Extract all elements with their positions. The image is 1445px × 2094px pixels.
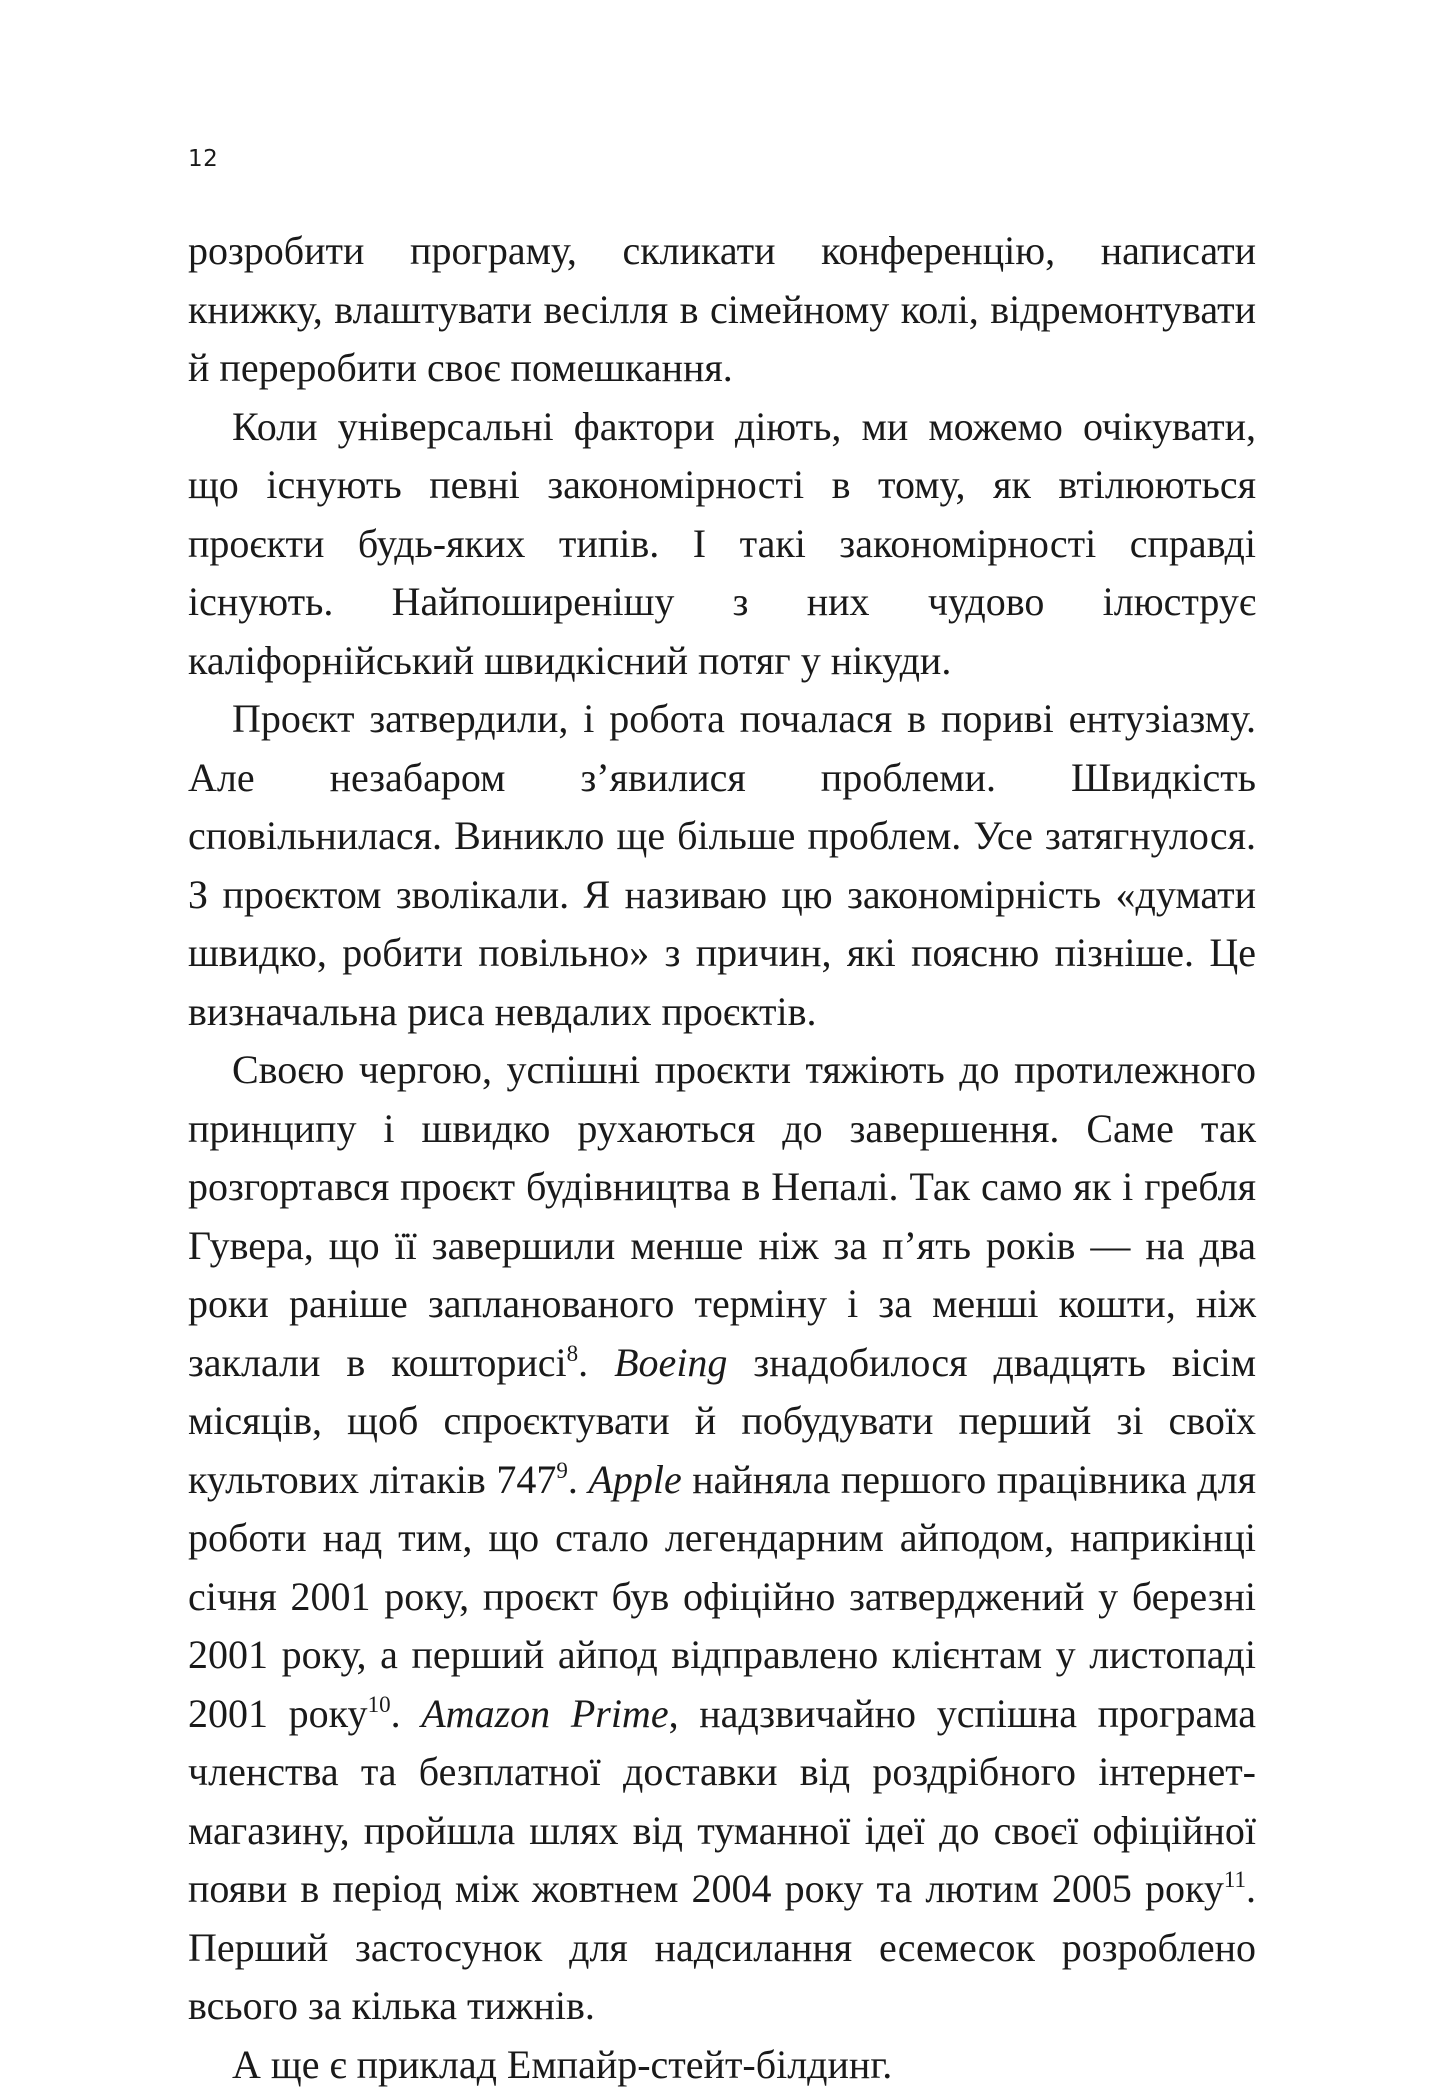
- text-segment: . Перший застосунок для надсилання есемесок розроблено всього за кілька тижнів.: [188, 1866, 1256, 2028]
- paragraph-successful-projects: [188, 1041, 1256, 2036]
- text-segment: .: [568, 1457, 589, 1502]
- footnote-ref-9: 9: [556, 1458, 568, 1483]
- text-segment: .: [578, 1340, 614, 1385]
- page-number: 12: [188, 144, 218, 174]
- text-segment: , надзвичайно успішна програма членства та безплатної доставки від роздрібного інтернет-магазину, пройшла шлях від туманної ідеї до своєї офіційної появи в період між жовтнем 2004 року та лютим 2005 року: [188, 1691, 1256, 1912]
- text-segment: .: [391, 1691, 422, 1736]
- paragraph-continued: розробити програму, скликати конференцію, написати книжку, влаштувати весілля в сімейному колі, відремонтувати й переробити своє помешкання.: [188, 222, 1256, 398]
- paragraph-think-fast-act-slow: Проєкт затвердили, і робота почалася в пориві ентузіазму. Але незабаром з’явилися проблеми. Швидкість сповільнилася. Виникло ще більше проблем. Усе затягнулося. З проєктом зволікали. Я називаю цю закономірність «думати швидко, робити повільно» з причин, які поясню пізніше. Це визначальна риса невдалих проєктів.: [188, 690, 1256, 1041]
- paragraph-universal-factors: Коли універсальні фактори діють, ми можемо очікувати, що існують певні закономірності в тому, як втілюються проєкти будь-яких типів. І такі закономірності справді існують. Найпоширенішу з них чудово ілюструє каліфорнійський швидкісний потяг у нікуди.: [188, 398, 1256, 691]
- footnote-ref-11: 11: [1224, 1867, 1246, 1892]
- text-segment: найняла першого працівника для роботи над тим, що стало легендарним айподом, наприкінці січня 2001 року, проєкт був офіційно затверджений у березні 2001 року, а перший айпод відправлено клієнтам у листопаді 2001 року: [188, 1457, 1256, 1736]
- company-name-boeing: Boeing: [614, 1340, 727, 1385]
- text-segment: знадобилося двадцять вісім місяців, щоб спроєктувати й побудувати перший зі своїх культових літаків 747: [188, 1340, 1256, 1502]
- product-name-amazon-prime: Amazon Prime: [421, 1691, 668, 1736]
- body-text: [188, 222, 1256, 2094]
- footnote-ref-8: 8: [567, 1341, 579, 1366]
- company-name-apple: Apple: [588, 1457, 681, 1502]
- text-segment: Своєю чергою, успішні проєкти тяжіють до протилежного принципу і швидко рухаються до завершення. Саме так розгортався проєкт будівництва в Непалі. Так само як і гребля Гувера, що її завершили менше ніж за п’ять років — на два роки раніше запланованого терміну і за менші кошти, ніж заклали в кошторисі: [188, 1047, 1256, 1385]
- paragraph-empire-state: А ще є приклад Емпайр-стейт-білдинг.: [188, 2036, 1256, 2094]
- footnote-ref-10: 10: [368, 1692, 391, 1717]
